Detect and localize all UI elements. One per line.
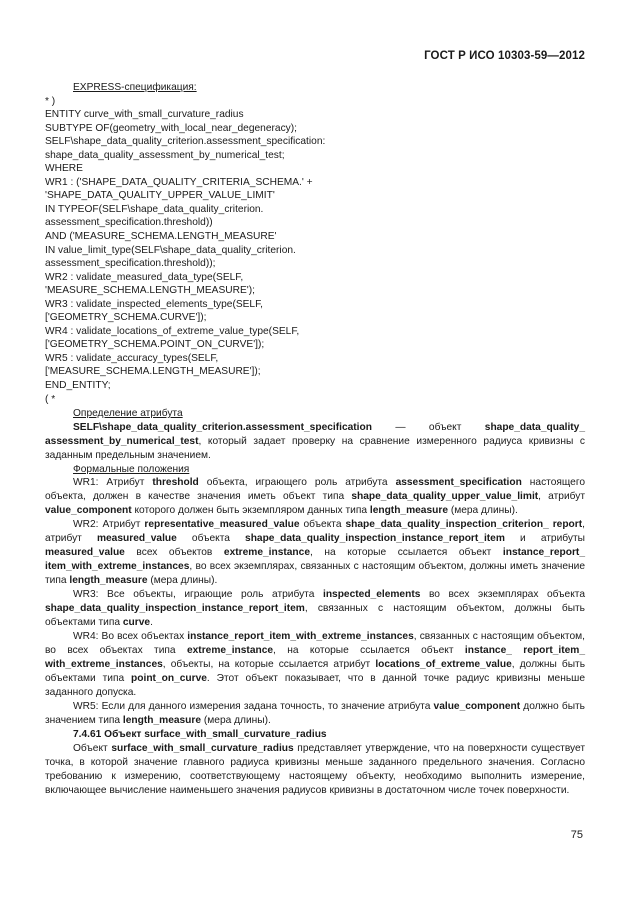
- code-line: SELF\shape_data_quality_criterion.assessment_specification:: [45, 136, 326, 148]
- code-line: WR3 : validate_inspected_elements_type(SELF,: [45, 298, 264, 310]
- code-line: IN TYPEOF(SELF\shape_data_quality_criterion.: [45, 203, 264, 215]
- wr3-text: WR3: Все объекты, играющие роль атрибута inspected_elements во всех экземплярах объекта shape_data_quality_inspection_instance_report_item, связанных с настоящим объектом, должны быть объектами типа curve.: [45, 589, 585, 629]
- attribute-definition-text: SELF\shape_data_quality_criterion.assessment_specification — объект shape_data_quality_ assessment_by_numerical_test, который задает проверку на сравнение измеренного радиуса кривизны с заданным предельным значением.: [45, 421, 585, 461]
- wr2-text: WR2: Атрибут representative_measured_value объекта shape_data_quality_inspection_criterion_ report, атрибут measured_value объекта shape_data_quality_inspection_instance_report_item и атрибуты measured_value всех объектов extreme_instance, на которые ссылается объект instance_report_ item_with_extreme_instances, во всех экземплярах, связанных с настоящим объектом, должны иметь значение типа length_measure (мера длины).: [45, 519, 585, 587]
- express-spec-label: EXPRESS-спецификация:: [73, 82, 197, 93]
- code-line: ( *: [45, 393, 56, 405]
- wr1-text: WR1: Атрибут threshold объекта, играющего роль атрибута assessment_specification настоящего объекта, должен в качестве значения иметь объект типа shape_data_quality_upper_value_limit, атрибут value_component которого должен быть экземпляром данных типа length_measure (мера длины).: [45, 477, 586, 517]
- page-number: 75: [570, 829, 583, 841]
- code-line: ENTITY curve_with_small_curvature_radius: [45, 109, 244, 121]
- code-line: SUBTYPE OF(geometry_with_local_near_degeneracy);: [45, 122, 297, 134]
- code-line: shape_data_quality_assessment_by_numerical_test;: [45, 149, 285, 161]
- formal-propositions-label: Формальные положения: [73, 463, 190, 475]
- code-line: WR1 : ('SHAPE_DATA_QUALITY_CRITERIA_SCHEMA.' +: [45, 176, 313, 188]
- code-line: WR4 : validate_locations_of_extreme_value_type(SELF,: [45, 325, 300, 337]
- attribute-definition-label: Определение атрибута: [73, 408, 183, 420]
- code-line: ['GEOMETRY_SCHEMA.POINT_ON_CURVE']);: [45, 339, 265, 351]
- code-line: * ): [45, 95, 56, 107]
- code-line: AND ('MEASURE_SCHEMA.LENGTH_MEASURE': [45, 231, 277, 243]
- code-line: assessment_specification.threshold));: [45, 258, 216, 270]
- express-code-block: [45, 95, 585, 407]
- code-line: 'MEASURE_SCHEMA.LENGTH_MEASURE');: [45, 285, 255, 297]
- wr4-text: WR4: Во всех объектах instance_report_item_with_extreme_instances, связанных с настоящим объектом, во всех объектах типа extreme_instance, на которые ссылается объект instance_ report_item_ with_extreme_instances, объекты, на которые ссылается атрибут locations_of_extreme_value, должны быть объектами типа point_on_curve. Этот объект показывает, что в данной точке радиус кривизны меньше заданного допуска.: [45, 631, 585, 699]
- code-line: ['MEASURE_SCHEMA.LENGTH_MEASURE']);: [45, 366, 261, 378]
- code-line: END_ENTITY;: [45, 380, 111, 392]
- section-heading: 7.4.61 Объект surface_with_small_curvature_radius: [73, 729, 327, 741]
- section-paragraph: Объект surface_with_small_curvature_radius представляет утверждение, что на поверхности существует точка, в которой значение главного радиуса кривизны меньше заданного предельного значения. Согласно требованию к измерению, соответствующему настоящему объекту, необходимо выполнить измерение, включающее вычисление наименьшего значения радиусов кривизны в достаточном числе точек поверхности.: [45, 743, 585, 797]
- code-line: WR5 : validate_accuracy_types(SELF,: [45, 352, 219, 364]
- code-line: WR2 : validate_measured_data_type(SELF,: [45, 271, 244, 283]
- code-line: ['GEOMETRY_SCHEMA.CURVE']);: [45, 312, 207, 324]
- code-line: IN value_limit_type(SELF\shape_data_quality_criterion.: [45, 244, 296, 256]
- wr5-text: WR5: Если для данного измерения задана точность, то значение атрибута value_component должно быть значением типа length_measure (мера длины).: [45, 701, 585, 727]
- code-line: assessment_specification.threshold)): [45, 217, 213, 229]
- page-content: [45, 81, 585, 798]
- code-line: WHERE: [45, 163, 83, 175]
- code-line: 'SHAPE_DATA_QUALITY_UPPER_VALUE_LIMIT': [45, 190, 275, 202]
- document-header: ГОСТ Р ИСО 10303-59—2012: [424, 50, 585, 62]
